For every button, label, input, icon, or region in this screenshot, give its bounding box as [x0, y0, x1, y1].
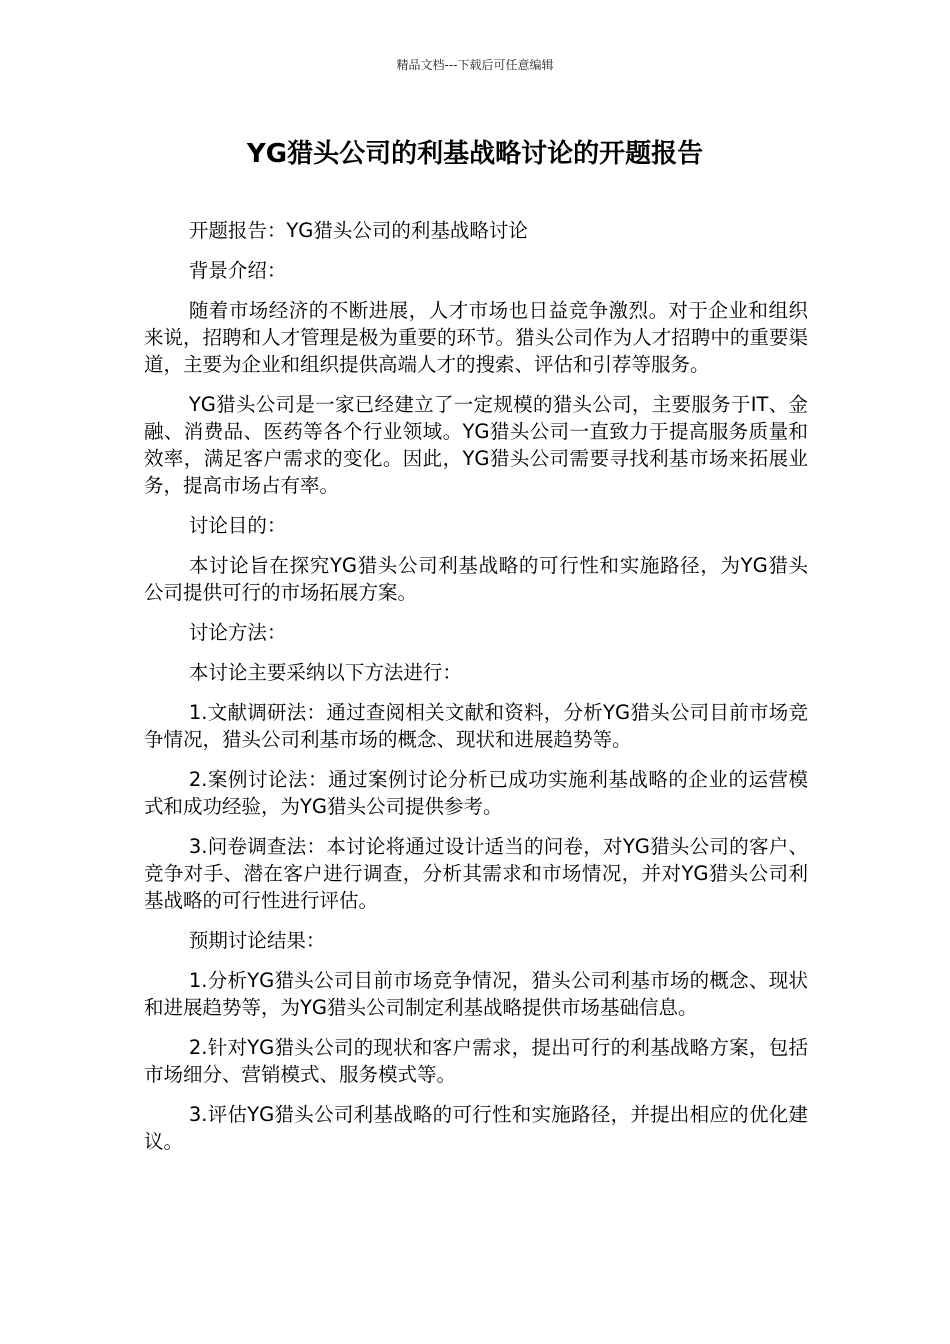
paragraph-method-2: 2.案例讨论法：通过案例讨论分析已成功实施利基战略的企业的运营模式和成功经验，为YG猎头公司提供参考。: [144, 768, 808, 818]
paragraph-report-heading: 开题报告：YG猎头公司的利基战略讨论: [188, 219, 528, 242]
paragraph-method-3: 3.问卷调查法：本讨论将通过设计适当的问卷，对YG猎头公司的客户、竞争对手、潜在客户进行调查，分析其需求和市场情况，并对YG猎头公司利基战略的可行性进行评估。: [144, 835, 808, 912]
paragraph-result-2: 2.针对YG猎头公司的现状和客户需求，提出可行的利基战略方案，包括市场细分、营销模式、服务模式等。: [144, 1036, 808, 1086]
paragraph-method-heading: 讨论方法：: [188, 621, 287, 644]
document-title: YG猎头公司的利基战略讨论的开题报告: [246, 139, 704, 169]
paragraph-background-1: 随着市场经济的不断进展，人才市场也日益竞争激烈。对于企业和组织来说，招聘和人才管理是极为重要的环节。猎头公司作为人才招聘中的重要渠道，主要为企业和组织提供高端人才的搜索、评估和引荐等服务。: [144, 299, 808, 376]
paragraph-method-intro: 本讨论主要采纳以下方法进行：: [188, 661, 462, 684]
header-note: 精品文档---下载后可任意编辑: [396, 58, 554, 72]
paragraph-purpose-heading: 讨论目的：: [188, 514, 287, 537]
paragraph-results-heading: 预期讨论结果：: [188, 929, 326, 952]
document-body: [144, 217, 808, 1168]
paragraph-result-3: 3.评估YG猎头公司利基战略的可行性和实施路径，并提出相应的优化建议。: [144, 1103, 808, 1153]
paragraph-background-heading: 背景介绍：: [188, 259, 287, 282]
paragraph-background-2: YG猎头公司是一家已经建立了一定规模的猎头公司，主要服务于IT、金融、消费品、医药等各个行业领域。YG猎头公司一直致力于提高服务质量和效率，满足客户需求的变化。因此，YG猎头公司需要寻找利基市场来拓展业务，提高市场占有率。: [144, 393, 808, 497]
paragraph-method-1: 1.文献调研法：通过查阅相关文献和资料，分析YG猎头公司目前市场竞争情况，猎头公司利基市场的概念、现状和进展趋势等。: [144, 701, 808, 751]
paragraph-result-1: 1.分析YG猎头公司目前市场竞争情况，猎头公司利基市场的概念、现状和进展趋势等，为YG猎头公司制定利基战略提供市场基础信息。: [144, 969, 808, 1019]
paragraph-purpose: 本讨论旨在探究YG猎头公司利基战略的可行性和实施路径，为YG猎头公司提供可行的市场拓展方案。: [144, 554, 808, 604]
